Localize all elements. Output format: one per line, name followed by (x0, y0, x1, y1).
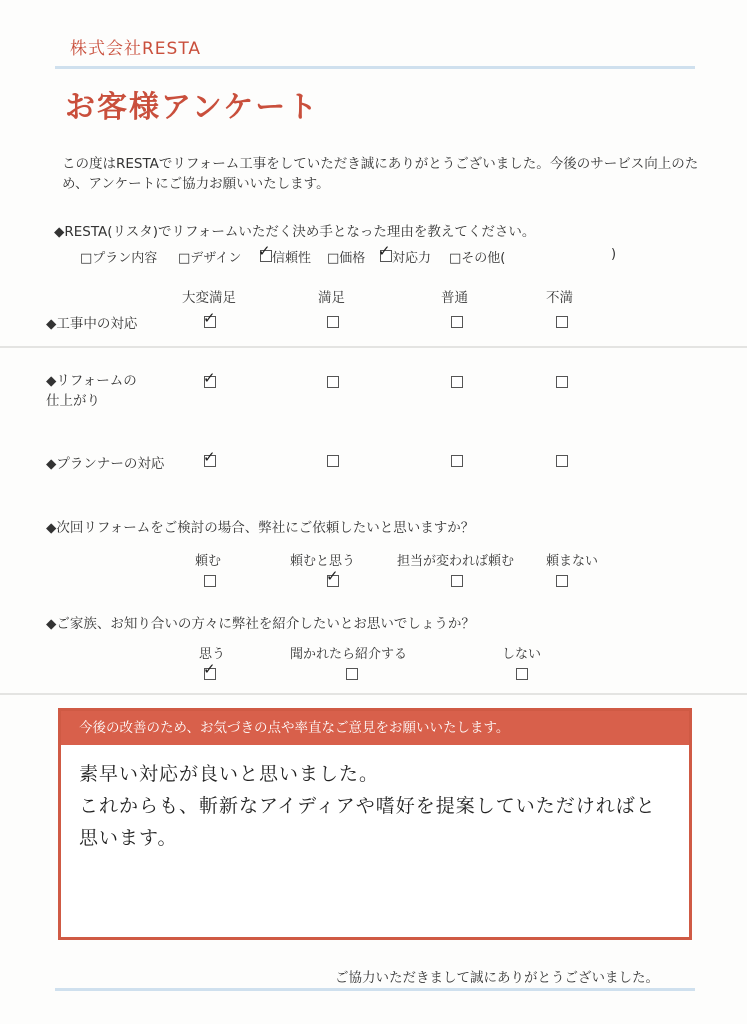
footer-thanks: ご協力いただきまして誠にありがとうございました。 (335, 970, 659, 986)
checkmark-icon: ✓ (258, 242, 271, 260)
comment-line: 素早い対応が良いと思いました。 (79, 763, 380, 785)
option-label: 聞かれたら紹介する (290, 647, 408, 662)
option-other-close: ) (611, 247, 617, 262)
comment-heading: 今後の改善のため、お気づきの点や率直なご意見をお願いいたします。 (61, 711, 689, 745)
checkmark-icon: ✓ (378, 242, 391, 260)
checkmark-icon: ✓ (203, 660, 216, 678)
question-next-order: ◆次回リフォームをご検討の場合、弊社にご依頼したいと思いますか？ (46, 520, 475, 536)
intro-text: この度はRESTAでリフォーム工事をしていただき誠にありがとうございました。今後のサービス向上のため、アンケートにご協力お願いいたします。 (62, 156, 699, 192)
option-response[interactable]: 対応力 (392, 251, 432, 266)
rating-header: 不満 (546, 290, 573, 306)
option-checkbox[interactable] (556, 575, 568, 587)
question-reason: ◆RESTA(リスタ)でリフォームいただく決め手となった理由を教えてください。 (54, 224, 536, 240)
rating-row-label: ◆工事中の対応 (46, 316, 138, 332)
company-name: 株式会社RESTA (70, 39, 202, 59)
option-label: しない (502, 647, 542, 662)
rating-checkbox[interactable] (556, 316, 568, 328)
rating-row-label: 仕上がり (46, 393, 100, 409)
rating-row-label: ◆プランナーの対応 (46, 456, 165, 472)
rating-checkbox[interactable] (327, 455, 339, 467)
option-label: 担当が変われば頼む (397, 554, 515, 569)
option-reliability[interactable]: 信頼性 (272, 251, 312, 266)
option-checkbox[interactable] (204, 575, 216, 587)
option-checkbox[interactable] (346, 668, 358, 680)
option-plan[interactable]: □プラン内容 (80, 251, 158, 266)
comment-line: これからも、斬新なアイディアや嗜好を提案していただければと (79, 795, 656, 817)
option-design[interactable]: □デザイン (178, 251, 242, 266)
option-label: 頼まない (546, 554, 599, 569)
rating-checkbox[interactable] (451, 316, 463, 328)
rating-header: 満足 (318, 290, 345, 306)
page-title: お客様アンケート (65, 90, 320, 125)
rating-checkbox[interactable] (451, 455, 463, 467)
rating-checkbox[interactable] (451, 376, 463, 388)
rating-header: 大変満足 (182, 290, 236, 306)
top-rule (55, 66, 695, 69)
option-checkbox[interactable] (516, 668, 528, 680)
rating-row-label: ◆リフォームの (46, 373, 137, 389)
rating-checkbox[interactable] (327, 316, 339, 328)
question-referral: ◆ご家族、お知り合いの方々に弊社を紹介したいとお思いでしょうか？ (46, 616, 475, 632)
checkmark-icon: ✓ (203, 309, 216, 327)
checkmark-icon: ✓ (203, 369, 216, 387)
paper-fold (0, 693, 747, 695)
checkmark-icon: ✓ (203, 448, 216, 466)
option-other[interactable]: □その他( (449, 251, 506, 266)
rating-checkbox[interactable] (556, 376, 568, 388)
option-price[interactable]: □価格 (327, 251, 366, 266)
comment-line: 思います。 (79, 827, 178, 849)
option-label: 思う (199, 647, 226, 662)
bottom-rule (55, 988, 695, 991)
rating-checkbox[interactable] (327, 376, 339, 388)
rating-header: 普通 (441, 290, 468, 306)
comment-box[interactable] (58, 708, 692, 940)
option-label: 頼むと思う (290, 554, 356, 569)
rating-checkbox[interactable] (556, 455, 568, 467)
option-label: 頼む (195, 554, 222, 569)
option-checkbox[interactable] (451, 575, 463, 587)
checkmark-icon: ✓ (326, 567, 339, 585)
paper-fold (0, 346, 747, 348)
